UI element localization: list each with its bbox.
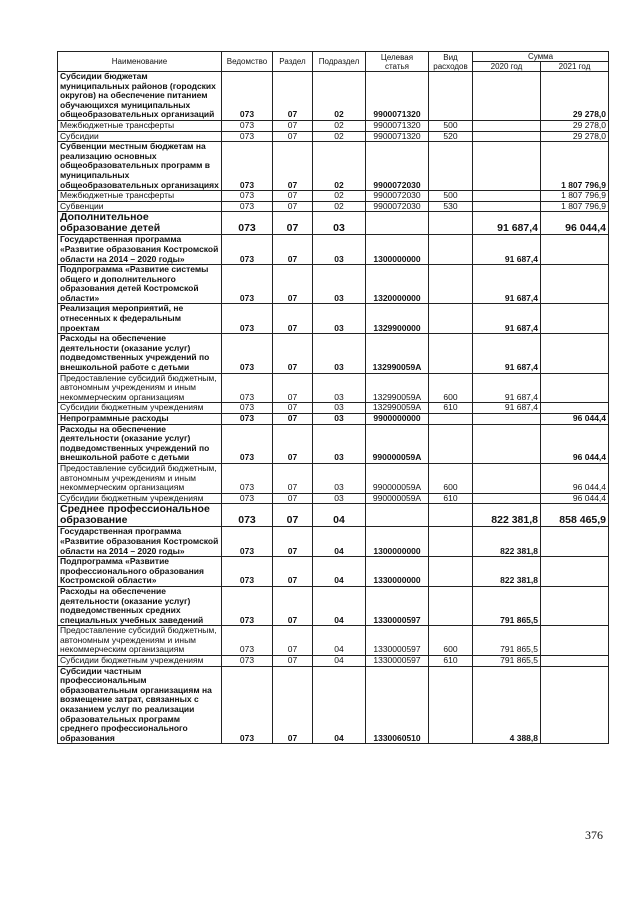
row-value-2020: 91 687,4 [473,373,541,403]
row-subsection: 02 [313,142,366,191]
row-dept: 073 [222,586,273,625]
table-row [58,666,609,744]
row-subsection: 04 [313,504,366,527]
row-value-2021: 29 278,0 [541,120,609,131]
row-value-2020: 91 687,4 [473,403,541,414]
table-row [58,201,609,212]
table-row [58,191,609,202]
table-row [58,373,609,403]
row-value-2020 [473,493,541,504]
row-exp-type [429,666,473,744]
row-section: 07 [273,334,313,373]
row-value-2021: 858 465,9 [541,504,609,527]
row-target: 990000059А [366,493,429,504]
row-name: Субвенции [58,201,222,212]
row-section: 07 [273,72,313,121]
row-name: Субвенции местным бюджетам на реализацию основных общеобразовательных программ в муниципальных общеобразовательных организациях [58,142,222,191]
row-section: 07 [273,656,313,667]
row-target: 1330000000 [366,557,429,587]
row-target: 132990059А [366,373,429,403]
row-dept: 073 [222,142,273,191]
row-subsection: 03 [313,424,366,463]
row-subsection: 03 [313,334,366,373]
row-value-2021: 96 044,4 [541,493,609,504]
row-value-2021: 96 044,4 [541,424,609,463]
row-subsection: 04 [313,666,366,744]
row-dept: 073 [222,235,273,265]
header-section: Раздел [273,52,313,72]
row-value-2021 [541,656,609,667]
row-section: 07 [273,414,313,425]
row-subsection: 02 [313,131,366,142]
row-exp-type: 520 [429,131,473,142]
row-value-2020: 4 388,8 [473,666,541,744]
table-row [58,120,609,131]
table-row [58,493,609,504]
header-name: Наименование [58,52,222,72]
row-value-2020 [473,191,541,202]
row-name: Субсидии бюджетным учреждениям [58,403,222,414]
row-section: 07 [273,131,313,142]
row-section: 07 [273,403,313,414]
table-row [58,304,609,334]
row-section: 07 [273,191,313,202]
table-row [58,212,609,235]
table-row [58,586,609,625]
table-row [58,72,609,121]
row-value-2021 [541,235,609,265]
row-target: 990000059А [366,424,429,463]
row-exp-type [429,304,473,334]
row-name: Субсидии бюджетным учреждениям [58,493,222,504]
row-value-2020: 91 687,4 [473,212,541,235]
row-subsection: 03 [313,403,366,414]
row-value-2021 [541,586,609,625]
row-dept: 073 [222,304,273,334]
row-exp-type [429,557,473,587]
row-exp-type: 500 [429,191,473,202]
row-target: 9900071320 [366,131,429,142]
row-exp-type: 610 [429,403,473,414]
row-section: 07 [273,666,313,744]
row-target: 9900072030 [366,142,429,191]
row-exp-type [429,212,473,235]
page-number: 376 [585,828,603,842]
row-dept: 073 [222,403,273,414]
row-section: 07 [273,120,313,131]
row-subsection: 04 [313,626,366,656]
row-value-2021: 96 044,4 [541,463,609,493]
table-row [58,414,609,425]
row-name: Предоставление субсидий бюджетным, автономным учреждениям и иным некоммерческим организациям [58,626,222,656]
row-name: Предоставление субсидий бюджетным, автономным учреждениям и иным некоммерческим организациям [58,463,222,493]
row-target: 1300000000 [366,527,429,557]
row-dept: 073 [222,626,273,656]
row-target [366,504,429,527]
row-target: 132990059А [366,334,429,373]
row-target: 9900071320 [366,72,429,121]
header-dept: Ведомство [222,52,273,72]
header-sum: Сумма [473,52,609,62]
row-value-2020 [473,424,541,463]
row-dept: 073 [222,414,273,425]
row-target: 9900072030 [366,191,429,202]
row-value-2021: 96 044,4 [541,414,609,425]
table-row [58,334,609,373]
row-subsection: 03 [313,212,366,235]
row-value-2020: 91 687,4 [473,334,541,373]
table-row [58,235,609,265]
budget-table [57,51,609,744]
row-section: 07 [273,586,313,625]
row-value-2020 [473,72,541,121]
row-exp-type: 530 [429,201,473,212]
row-dept: 073 [222,201,273,212]
table-row [58,463,609,493]
row-subsection: 04 [313,586,366,625]
header-target: Целевая статья [366,52,429,72]
row-value-2020: 822 381,8 [473,504,541,527]
row-target: 1300000000 [366,235,429,265]
row-target [366,212,429,235]
row-exp-type [429,424,473,463]
row-subsection: 03 [313,304,366,334]
table-row [58,131,609,142]
row-dept: 073 [222,424,273,463]
row-dept: 073 [222,72,273,121]
row-dept: 073 [222,557,273,587]
header-year-2020: 2020 год [473,62,541,72]
row-target: 1330060510 [366,666,429,744]
row-section: 07 [273,212,313,235]
row-value-2021 [541,265,609,304]
row-value-2020 [473,131,541,142]
row-dept: 073 [222,493,273,504]
row-target: 9900000000 [366,414,429,425]
row-name: Предоставление субсидий бюджетным, автономным учреждениям и иным некоммерческим организациям [58,373,222,403]
row-exp-type: 600 [429,626,473,656]
row-dept: 073 [222,463,273,493]
header-exp-type: Вид расходов [429,52,473,72]
row-value-2021 [541,304,609,334]
row-value-2020: 791 865,5 [473,586,541,625]
row-value-2020: 91 687,4 [473,304,541,334]
row-section: 07 [273,424,313,463]
row-section: 07 [273,235,313,265]
table-row [58,403,609,414]
row-target: 1330000597 [366,586,429,625]
row-value-2021 [541,557,609,587]
row-exp-type [429,72,473,121]
row-exp-type [429,527,473,557]
row-value-2021: 96 044,4 [541,212,609,235]
row-name: Государственная программа «Развитие образования Костромской области на 2014 – 2020 годы» [58,235,222,265]
row-subsection: 02 [313,201,366,212]
row-target: 9900071320 [366,120,429,131]
row-name: Дополнительное образование детей [58,212,222,235]
row-subsection: 03 [313,235,366,265]
row-section: 07 [273,142,313,191]
row-dept: 073 [222,131,273,142]
row-dept: 073 [222,666,273,744]
row-value-2021: 1 807 796,9 [541,191,609,202]
row-dept: 073 [222,504,273,527]
row-exp-type [429,586,473,625]
row-value-2021 [541,373,609,403]
row-target: 1320000000 [366,265,429,304]
row-value-2020 [473,463,541,493]
row-section: 07 [273,493,313,504]
table-row [58,504,609,527]
row-subsection: 02 [313,72,366,121]
row-value-2021: 29 278,0 [541,72,609,121]
row-dept: 073 [222,656,273,667]
row-name: Субсидии [58,131,222,142]
header-subsection: Подраздел [313,52,366,72]
row-dept: 073 [222,212,273,235]
row-value-2021: 1 807 796,9 [541,142,609,191]
row-dept: 073 [222,191,273,202]
row-section: 07 [273,626,313,656]
row-name: Расходы на обеспечение деятельности (оказание услуг) подведомственных учреждений по внешкольной работе с детьми [58,334,222,373]
row-section: 07 [273,304,313,334]
row-subsection: 02 [313,120,366,131]
row-dept: 073 [222,527,273,557]
row-target: 132990059А [366,403,429,414]
table-row [58,626,609,656]
row-exp-type [429,142,473,191]
row-name: Субсидии бюджетным учреждениям [58,656,222,667]
row-exp-type [429,414,473,425]
row-name: Межбюджетные трансферты [58,120,222,131]
row-target: 1329900000 [366,304,429,334]
row-subsection: 02 [313,191,366,202]
row-target: 990000059А [366,463,429,493]
table-row [58,424,609,463]
table-row [58,265,609,304]
row-section: 07 [273,201,313,212]
row-exp-type [429,334,473,373]
row-value-2021 [541,527,609,557]
row-subsection: 03 [313,463,366,493]
row-value-2020: 91 687,4 [473,235,541,265]
row-name: Подпрограмма «Развитие профессионального образования Костромской области» [58,557,222,587]
row-value-2020 [473,120,541,131]
row-subsection: 03 [313,373,366,403]
row-section: 07 [273,265,313,304]
row-name: Межбюджетные трансферты [58,191,222,202]
row-exp-type: 610 [429,493,473,504]
row-value-2021 [541,626,609,656]
row-name: Непрограммные расходы [58,414,222,425]
row-value-2020 [473,414,541,425]
row-exp-type: 500 [429,120,473,131]
row-value-2020: 791 865,5 [473,656,541,667]
header-year-2021: 2021 год [541,62,609,72]
row-name: Расходы на обеспечение деятельности (оказание услуг) подведомственных учреждений по внешкольной работе с детьми [58,424,222,463]
row-section: 07 [273,463,313,493]
row-name: Расходы на обеспечение деятельности (оказание услуг) подведомственных средних специальных учебных заведений [58,586,222,625]
row-exp-type: 610 [429,656,473,667]
row-value-2021 [541,666,609,744]
row-name: Реализация мероприятий, не отнесенных к федеральным проектам [58,304,222,334]
row-dept: 073 [222,265,273,304]
row-name: Среднее профессиональное образование [58,504,222,527]
row-target: 1330000597 [366,656,429,667]
row-value-2021: 29 278,0 [541,131,609,142]
row-value-2020: 822 381,8 [473,557,541,587]
row-subsection: 03 [313,493,366,504]
row-section: 07 [273,527,313,557]
row-value-2020: 791 865,5 [473,626,541,656]
row-section: 07 [273,373,313,403]
row-dept: 073 [222,334,273,373]
row-target: 1330000597 [366,626,429,656]
table-row [58,142,609,191]
row-value-2020: 822 381,8 [473,527,541,557]
row-exp-type: 600 [429,373,473,403]
row-exp-type [429,265,473,304]
row-value-2020 [473,142,541,191]
row-subsection: 04 [313,557,366,587]
row-value-2021: 1 807 796,9 [541,201,609,212]
row-exp-type: 600 [429,463,473,493]
row-value-2021 [541,334,609,373]
row-name: Подпрограмма «Развитие системы общего и дополнительного образования детей Костромской области» [58,265,222,304]
row-exp-type [429,235,473,265]
table-row [58,527,609,557]
row-subsection: 04 [313,527,366,557]
row-exp-type [429,504,473,527]
row-name: Субсидии бюджетам муниципальных районов (городских округов) на обеспечение питанием обучающихся муниципальных общеобразовательных организаций [58,72,222,121]
row-name: Субсидии частным профессиональным образовательным организациям на возмещение затрат, связанных с оказанием услуг по реализации образовательных программ среднего профессионального образования [58,666,222,744]
row-section: 07 [273,504,313,527]
row-target: 9900072030 [366,201,429,212]
row-dept: 073 [222,120,273,131]
row-value-2021 [541,403,609,414]
row-dept: 073 [222,373,273,403]
table-row [58,557,609,587]
row-name: Государственная программа «Развитие образования Костромской области на 2014 – 2020 годы» [58,527,222,557]
row-value-2020 [473,201,541,212]
table-row [58,656,609,667]
row-subsection: 03 [313,265,366,304]
row-subsection: 04 [313,656,366,667]
table-body [58,72,609,744]
row-value-2020: 91 687,4 [473,265,541,304]
row-section: 07 [273,557,313,587]
row-subsection: 03 [313,414,366,425]
